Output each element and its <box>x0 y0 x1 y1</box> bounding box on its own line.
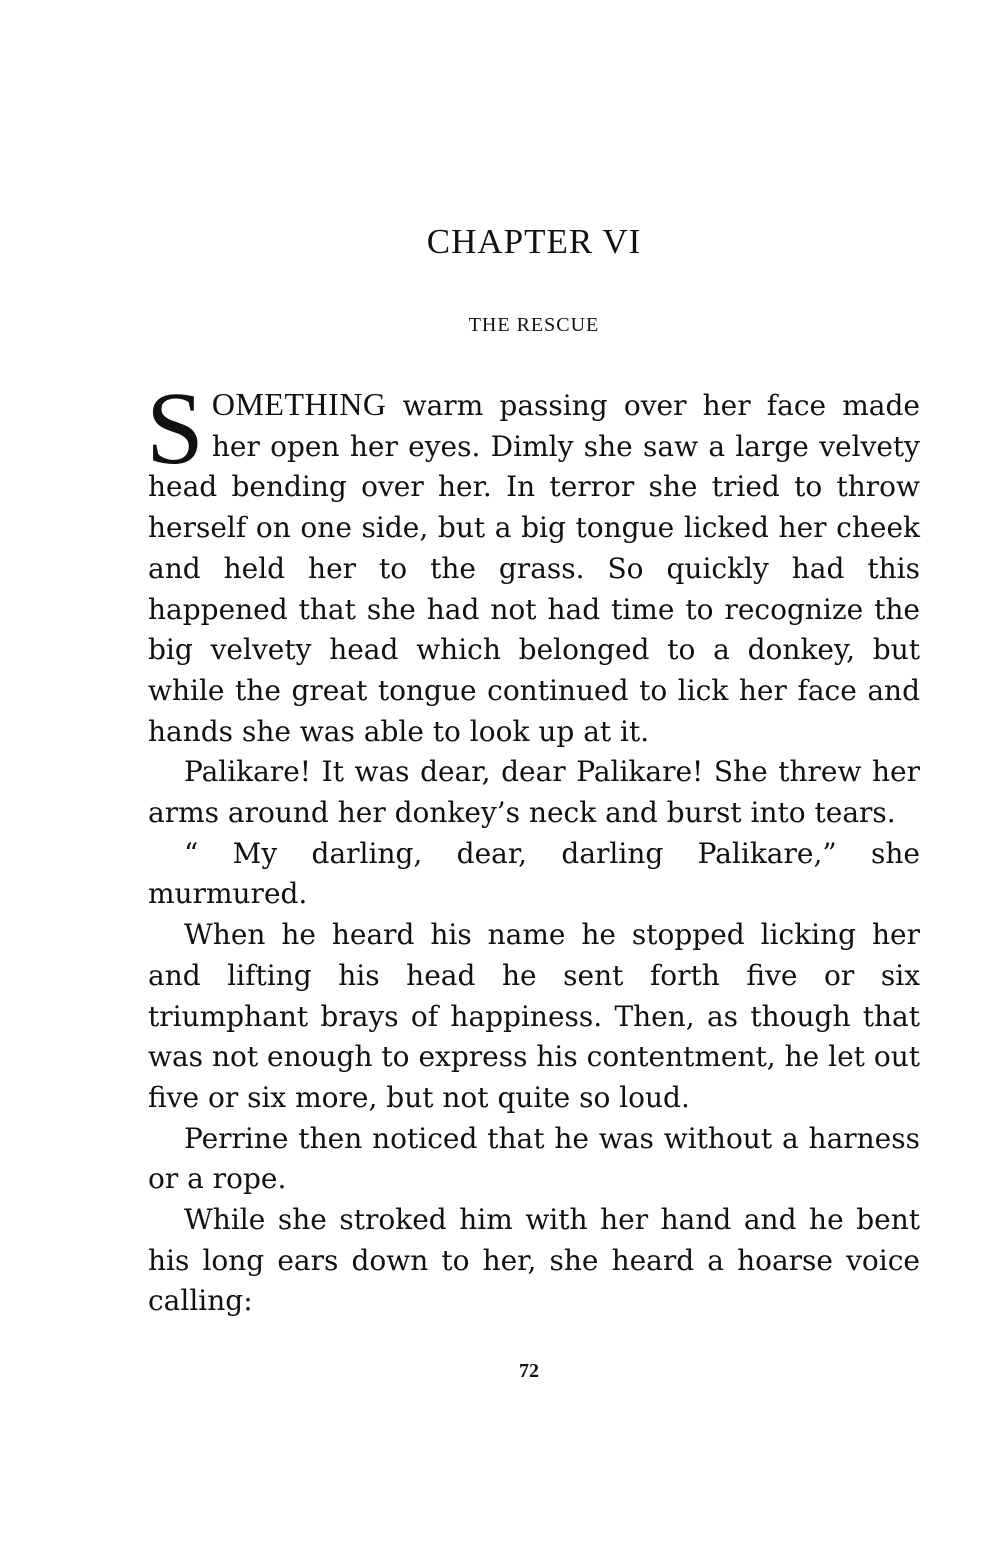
body-text <box>146 371 920 1322</box>
chapter-title: CHAPTER VI <box>426 222 642 261</box>
paragraph-3: “ My darling, dear, darling Palikare,” she murmured. <box>148 836 920 911</box>
paragraph-1-text: warm passing over her face made her open her eyes. Dimly she saw a large velvety head bending over her. In terror she tried to throw herself on one side, but a big tongue licked her cheek and held her to the grass. So quickly had this happened that she had not had time to recognize the big velvety head which belonged to a donkey, but while the great tongue continued to lick her face and hands she was able to look up at it. <box>148 389 920 748</box>
paragraph-6: While she stroked him with her hand and he bent his long ears down to her, she heard a hoarse voice calling: <box>148 1203 920 1318</box>
page-number: 72 <box>519 1360 539 1382</box>
chapter-subtitle: THE RESCUE <box>468 314 600 336</box>
opening-word: OMETHING <box>211 386 387 422</box>
paragraph-5: Perrine then noticed that he was without a harness or a rope. <box>148 1121 920 1196</box>
paragraph-2: Palikare! It was dear, dear Palikare! She threw her arms around her donkey’s neck and burst into tears. <box>148 755 920 830</box>
drop-cap: S <box>146 371 204 486</box>
paragraph-1 <box>146 371 920 752</box>
paragraph-4: When he heard his name he stopped licking her and lifting his head he sent forth five or six triumphant brays of happiness. Then, as though that was not enough to express his contentment, he let out five or six more, but not quite so loud. <box>148 918 920 1114</box>
